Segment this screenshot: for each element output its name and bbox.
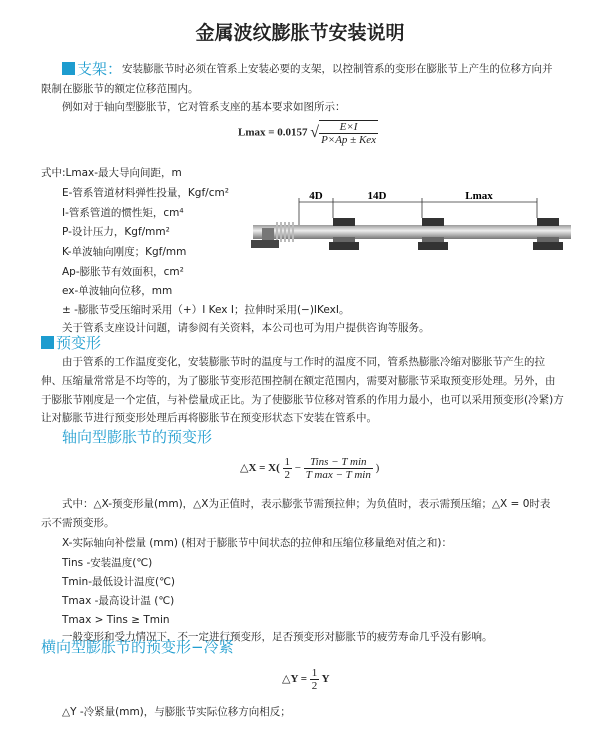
section-support-heading <box>62 60 122 78</box>
legend-line: X-实际轴向补偿量 (mm) (相对于膨胀节中间状态的拉伸和压缩位移量绝对值之和)： <box>62 537 452 549</box>
legend-line: 式中：△X-预变形量(mm)，△X为正值时，表示膨张节需预拉伸；为负值时，表示需预压缩；△X = 0时表 <box>62 498 551 510</box>
paragraph-line: 由于管系的工作温度变化，安装膨胀节时的温度与工作时的温度不同，管系热膨胀冷缩对膨胀节产生的拉 <box>62 356 545 368</box>
legend-line: Tmin-最低设计温度(℃) <box>62 576 175 588</box>
legend-line: Tins -安装温度(℃) <box>62 557 153 569</box>
close-paren: ) <box>375 462 380 475</box>
legend-line: 式中:Lmax-最大导向间距，m <box>41 167 182 179</box>
paragraph-line: 于膨胀节刚度是一个定值，与补偿量成正比。为了使膨胀节位移对管系的作用力最小，也可以采用预变形(冷紧)方 <box>41 394 564 406</box>
support-intro-1: 安装膨胀节时必须在管系上安装必要的支架，以控制管系的变形在膨胀节上产生的位移方向并 <box>122 63 553 75</box>
legend-line: 一般变形和受力情况下，不一定进行预变形，足否预变形对膨胀节的疲劳寿命几乎没有影响。 <box>62 631 493 643</box>
pipe <box>253 225 571 239</box>
legend-line: E-管系管道材料弹性投量，Kgf/cm² <box>62 187 229 199</box>
minus-sign: − <box>294 462 301 475</box>
numerator: 1 <box>284 456 291 468</box>
axial-formula <box>240 456 379 481</box>
support-diagram <box>245 190 575 280</box>
paragraph-line: 伸、压缩量常常是不均等的，为了膨胀节变形范围控制在额定范围内，需要对膨胀节采取预变形处理。另外，由 <box>41 375 556 387</box>
formula-lhs: Lmax = 0.0157 <box>238 126 308 139</box>
denominator: 2 <box>311 680 318 692</box>
denominator: 2 <box>284 469 291 481</box>
square-bullet-icon <box>62 62 75 75</box>
section-predeform-heading <box>41 334 101 352</box>
formula-fraction <box>319 120 378 146</box>
sqrt-sign: √ <box>310 124 320 141</box>
support-intro-2: 限制在膨胀节的额定位移范围内。 <box>41 83 199 95</box>
legend-line: ex-单波轴向位移，mm <box>62 285 173 297</box>
legend-line: P-设计压力，Kgf/mm² <box>62 226 170 238</box>
label-14d: 14D <box>367 190 387 202</box>
legend-line: Tmax -最高设计温 (℃) <box>62 595 175 607</box>
anchor-base <box>251 240 279 248</box>
denominator: T max − T min <box>305 469 371 481</box>
legend-line: 示不需预变形。 <box>41 517 115 529</box>
legend-line: 关于管系支座设计问题，请参阅有关资料，本公司也可为用户提供咨询等服务。 <box>62 322 430 334</box>
temp-fraction <box>304 456 373 481</box>
half-fraction <box>310 667 320 692</box>
paragraph-line: 让对膨胀节进行预变形处理后再将膨胀节在预变形状态下安装在管系中。 <box>41 412 377 424</box>
legend-line: Ap-膨胀节有效面积，cm² <box>62 266 184 278</box>
numerator: Tins − T min <box>304 456 373 469</box>
page-title: 金属波纹膨胀节安装说明 <box>195 22 405 44</box>
support-example: 例如对于轴向型膨胀节，它对管系支座的基本要求如图所示： <box>62 101 346 113</box>
label-lmax: Lmax <box>465 190 493 202</box>
half-fraction <box>283 456 293 481</box>
legend-line: I-管系管道的惯性矩，cm⁴ <box>62 207 184 219</box>
label-4d: 4D <box>309 190 323 202</box>
legend-line: Tmax > Tins ≥ Tmin <box>62 614 170 626</box>
lateral-heading: 横向型膨胀节的预变形−冷紧 <box>41 638 234 656</box>
square-bullet-icon <box>41 336 54 349</box>
denominator: P×Ap ± Kex <box>321 134 377 146</box>
axial-heading: 轴向型膨胀节的预变形 <box>62 428 213 446</box>
lateral-formula <box>282 667 330 692</box>
lmax-formula <box>238 120 378 146</box>
legend-line: △Y -冷紧量(mm)，与膨胀节实际位移方向相反； <box>62 706 291 718</box>
heading-text: 预变形 <box>56 334 102 352</box>
formula-lhs: △X = X( <box>240 462 280 475</box>
heading-text: 支架： <box>77 60 123 78</box>
legend-line: ± -膨胀节受压缩时采用（+）I Kex I；拉伸时采用(−)IKexI。 <box>62 304 350 316</box>
numerator: E×I <box>319 121 378 134</box>
numerator: 1 <box>311 667 318 679</box>
formula-rhs: Y <box>321 673 330 686</box>
anchor-block <box>262 228 274 240</box>
legend-line: K-单波轴向刚度；Kgf/mm <box>62 246 187 258</box>
formula-lhs: △Y = <box>282 673 308 686</box>
